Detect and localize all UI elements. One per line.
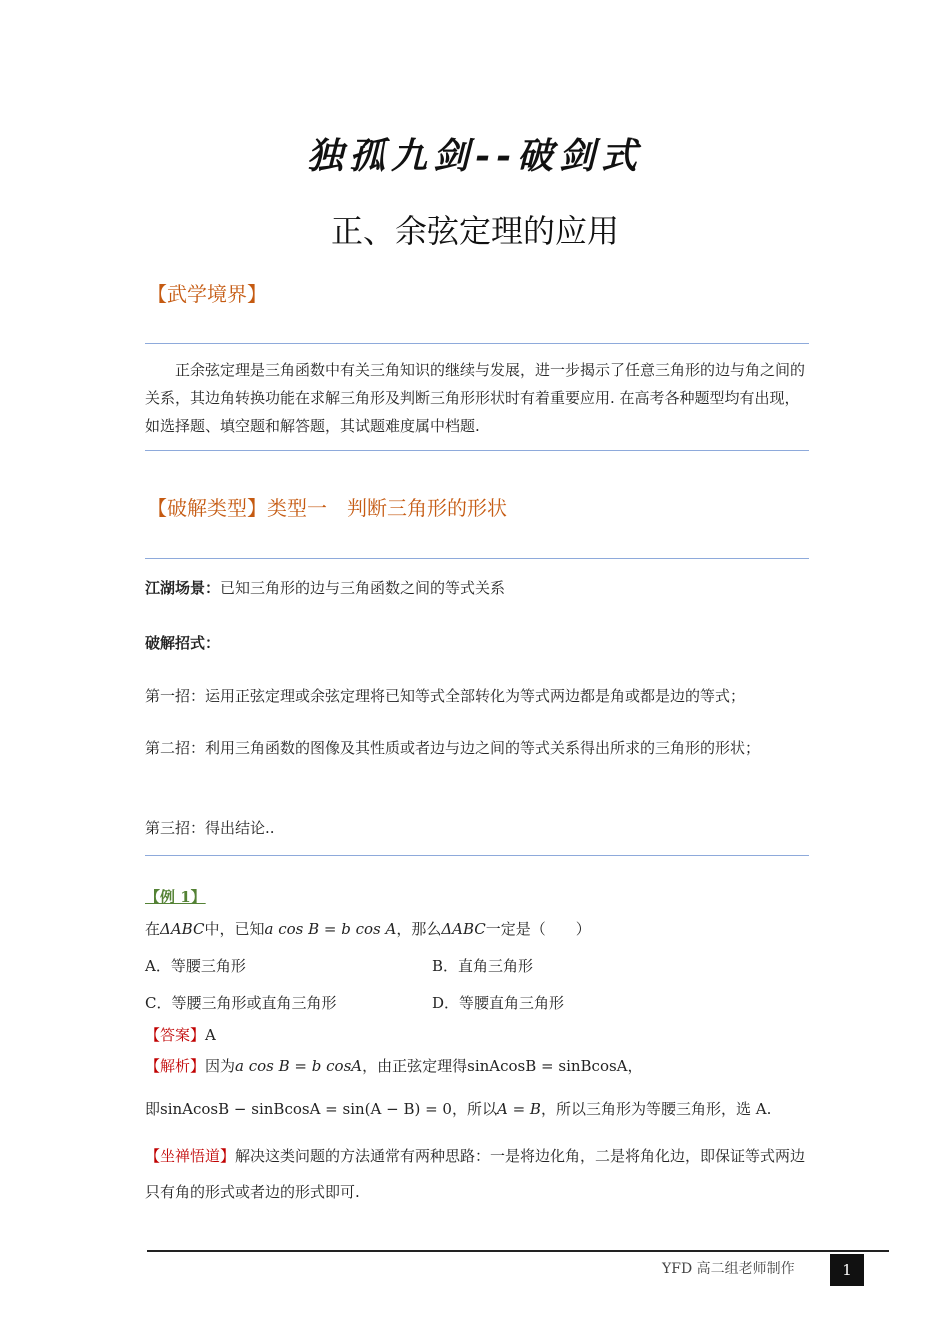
move-2: 第二招：利用三角函数的图像及其性质或者边与边之间的等式关系得出所求的三角形的形状； [145, 739, 761, 757]
analysis-eq-1: a cos B = b cosA [235, 1057, 363, 1075]
q-mid2: ，那么 [396, 920, 442, 938]
footer-divider [147, 1250, 889, 1252]
analysis-eq-2: sinAcosB = sinBcosA [467, 1057, 628, 1075]
q-prefix: 在 [145, 920, 161, 938]
analysis-text-2c: ，所以三角形为等腰三角形，选 A. [540, 1100, 772, 1118]
answer-value: A [205, 1026, 216, 1044]
question-line [145, 915, 809, 943]
scene-label: 江湖场景： [145, 579, 221, 597]
scene-line [145, 574, 809, 602]
analysis-eq-3: sinAcosB − sinBcosA = sin(A − B) = 0 [160, 1100, 452, 1118]
answer-line [145, 1021, 809, 1049]
divider [145, 450, 809, 451]
divider [145, 343, 809, 344]
example-label: 【例 1】 [145, 888, 206, 906]
zen-paragraph [145, 1138, 809, 1210]
calligraphy-title: 独孤九剑--破剑式 [307, 135, 643, 177]
divider [145, 558, 809, 559]
page-title: 正、余弦定理的应用 [330, 212, 619, 250]
analysis-eq-4: A = B [497, 1100, 541, 1118]
answer-label: 【答案】 [145, 1026, 206, 1044]
q-triangle-2: ΔABC [441, 920, 486, 938]
analysis-line-1 [145, 1052, 809, 1080]
divider [145, 855, 809, 856]
q-triangle-1: ΔABC [160, 920, 205, 938]
move-3: 第三招：得出结论.. [145, 819, 275, 837]
analysis-text-2a: 即 [145, 1100, 161, 1118]
realm-paragraph: 正余弦定理是三角函数中有关三角知识的继续与发展，进一步揭示了任意三角形的边与角之间的关系，其边角转换功能在求解三角形及判断三角形形状时有着重要应用. 在高考各种题型均有出现，如选择题、填空题和解答题，其试题难度属中档题. [145, 361, 806, 435]
option-b: B．直角三角形 [432, 957, 534, 975]
analysis-text-2b: ，所以 [451, 1100, 497, 1118]
zen-label: 【坐禅悟道】 [145, 1147, 236, 1165]
option-d: D．等腰直角三角形 [432, 994, 565, 1012]
scene-text: 已知三角形的边与三角函数之间的等式关系 [220, 579, 506, 597]
q-end: 一定是（ ） [485, 920, 591, 938]
option-c: C．等腰三角形或直角三角形 [145, 994, 337, 1012]
page-number: 1 [830, 1254, 864, 1286]
section-heading-realm: 【武学境界】 [147, 282, 267, 306]
option-a: A．等腰三角形 [145, 957, 246, 975]
zen-text: 解决这类问题的方法通常有两种思路：一是将边化角，二是将角化边，即保证等式两边只有角的形式或者边的形式即可. [145, 1147, 806, 1201]
q-equation: a cos B = b cos A [264, 920, 397, 938]
q-mid: 中，已知 [204, 920, 265, 938]
analysis-text-1b: ，由正弦定理得 [362, 1057, 468, 1075]
section-heading-type: 【破解类型】类型一 判断三角形的形状 [147, 496, 507, 520]
move-1: 第一招：运用正弦定理或余弦定理将已知等式全部转化为等式两边都是角或都是边的等式； [145, 687, 746, 705]
analysis-text-1a: 因为 [205, 1057, 236, 1075]
footer-credit: YFD 高二组老师制作 [662, 1261, 795, 1277]
analysis-label: 【解析】 [145, 1057, 206, 1075]
analysis-line-2 [145, 1095, 809, 1123]
analysis-text-1c: ， [627, 1057, 643, 1075]
moves-label: 破解招式： [145, 634, 221, 652]
